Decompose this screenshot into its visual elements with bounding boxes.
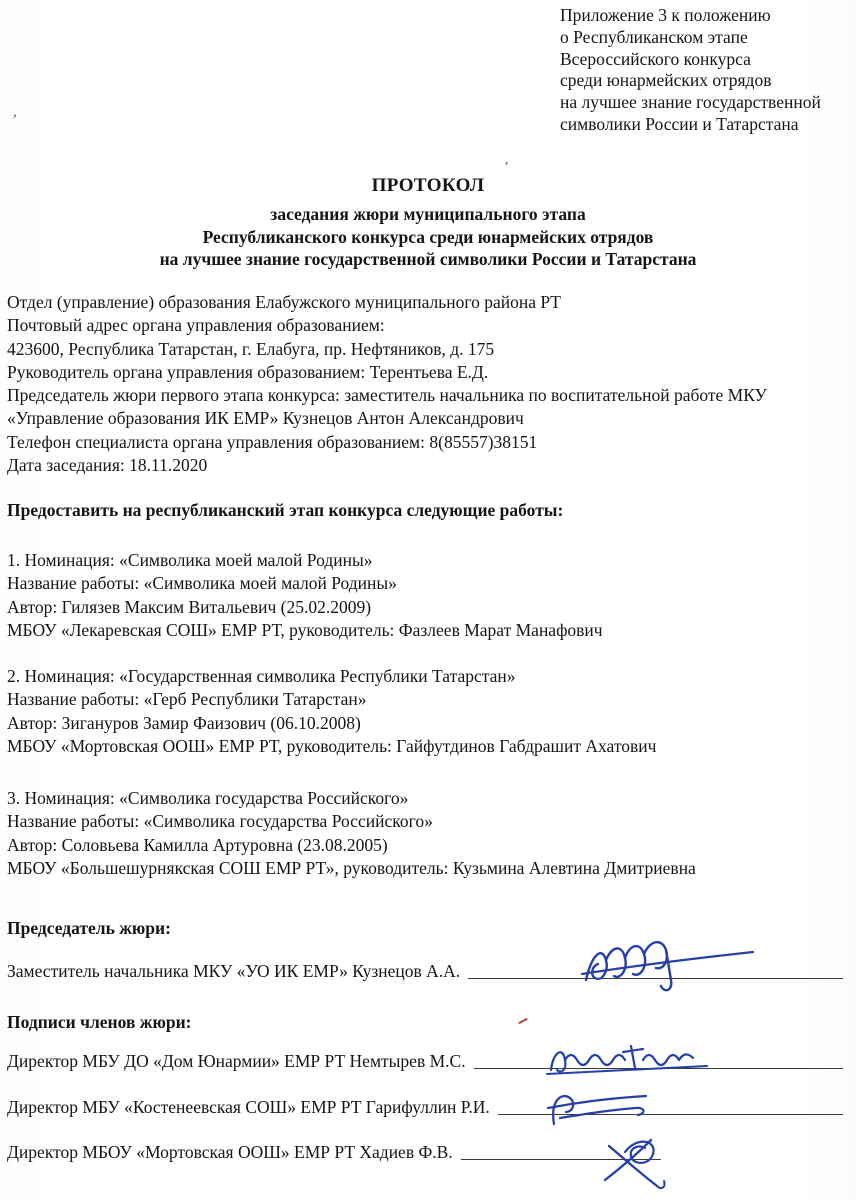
- entry-school: МБОУ «Мортовская ООШ» ЕМР РТ, руководитель: Гайфутдинов Габдрашит Ахатович: [7, 735, 657, 756]
- annex-line: о Республиканском этапе: [560, 26, 748, 47]
- works-section-heading: Предоставить на республиканский этап конкурса следующие работы:: [7, 500, 564, 520]
- scan-artifact-mark: ‚: [11, 104, 20, 121]
- member-signature-row-1: [7, 1050, 847, 1073]
- scan-artifact-mark: ’: [501, 159, 510, 176]
- member-signature-row-3: [7, 1141, 847, 1164]
- entry-work-title: Название работы: «Символика государства Российского»: [7, 811, 433, 832]
- entry-nomination: 1. Номинация: «Символика моей малой Родины»: [7, 550, 373, 570]
- info-line-meeting-date: Дата заседания: 18.11.2020: [7, 455, 208, 476]
- work-entry-2: [7, 665, 853, 758]
- subtitle-line: заседания жюри муниципального этапа: [270, 204, 586, 224]
- work-entry-3: [7, 787, 853, 880]
- entry-school: МБОУ «Лекаревская СОШ» ЕМР РТ, руководитель: Фазлеев Марат Манафович: [7, 619, 603, 640]
- member-name-line: Директор МБУ «Костенеевская СОШ» ЕМР РТ Гарифуллин Р.И.: [7, 1097, 490, 1117]
- member-signature-row-2: [7, 1096, 847, 1119]
- entry-author: Автор: Соловьева Камилла Артуровна (23.08.2005): [7, 834, 388, 855]
- annex-line: символики России и Татарстана: [560, 113, 799, 134]
- entry-work-title: Название работы: «Герб Республики Татарстан»: [7, 689, 367, 710]
- signature-rule: [498, 1113, 843, 1115]
- entry-author: Автор: Гилязев Максим Витальевич (25.02.2009): [7, 596, 372, 617]
- document-subtitle: [0, 203, 856, 271]
- info-line-postal-label: Почтовый адрес органа управления образованием:: [7, 315, 385, 336]
- entry-nomination: 3. Номинация: «Символика государства Российского»: [7, 788, 409, 808]
- entry-work-title: Название работы: «Символика моей малой Родины»: [7, 573, 397, 594]
- annex-line: Приложение 3 к положению: [560, 5, 771, 25]
- signature-rule: [468, 977, 843, 979]
- entry-author: Автор: Зигануров Замир Фаизович (06.10.2008): [7, 712, 361, 733]
- annex-line: Всероссийского конкурса: [560, 48, 751, 69]
- annex-line: на лучшее знание государственной: [560, 92, 821, 113]
- entry-school: МБОУ «Большешурнякская СОШ ЕМР РТ», руководитель: Кузьмина Алевтина Дмитриевна: [7, 857, 696, 878]
- members-section-heading: Подписи членов жюри:: [7, 1012, 192, 1032]
- info-line-department: Отдел (управление) образования Елабужского муниципального района РТ: [7, 292, 561, 312]
- info-line-phone: Телефон специалиста органа управления образованием: 8(85557)38151: [7, 431, 538, 452]
- info-line-head: Руководитель органа управления образованием: Терентьева Е.Д.: [7, 361, 489, 382]
- work-entry-1: [7, 549, 853, 642]
- info-line-jury-chair-cont: «Управление образования ИК ЕМР» Кузнецов Антон Александрович: [7, 408, 524, 429]
- info-line-jury-chair: Председатель жюри первого этапа конкурса: заместитель начальника по воспитательной работе МКУ: [7, 385, 767, 406]
- scan-artifact-red-mark: [518, 1018, 528, 1024]
- subtitle-line: на лучшее знание государственной символики России и Татарстана: [159, 249, 697, 270]
- chairman-name-line: Заместитель начальника МКУ «УО ИК ЕМР» Кузнецов А.А.: [7, 961, 461, 981]
- chairman-section-heading: Председатель жюри:: [7, 918, 171, 938]
- title-block: [0, 175, 856, 271]
- subtitle-line: Республиканского конкурса среди юнармейских отрядов: [202, 226, 654, 247]
- document-title: ПРОТОКОЛ: [371, 175, 485, 196]
- annex-reference-block: [560, 5, 856, 136]
- signature-rule: [474, 1067, 843, 1069]
- info-line-address: 423600, Республика Татарстан, г. Елабуга, пр. Нефтяников, д. 175: [7, 338, 495, 359]
- member-name-line: Директор МБУ ДО «Дом Юнармии» ЕМР РТ Немтырев М.С.: [7, 1051, 466, 1071]
- entry-nomination: 2. Номинация: «Государственная символика Республики Татарстан»: [7, 666, 516, 686]
- organization-info-block: [7, 291, 853, 477]
- chairman-signature-row: [7, 960, 847, 983]
- member-name-line: Директор МБОУ «Мортовская ООШ» ЕМР РТ Хадиев Ф.В.: [7, 1142, 453, 1162]
- signature-rule: [461, 1158, 661, 1160]
- annex-line: среди юнармейских отрядов: [560, 70, 772, 91]
